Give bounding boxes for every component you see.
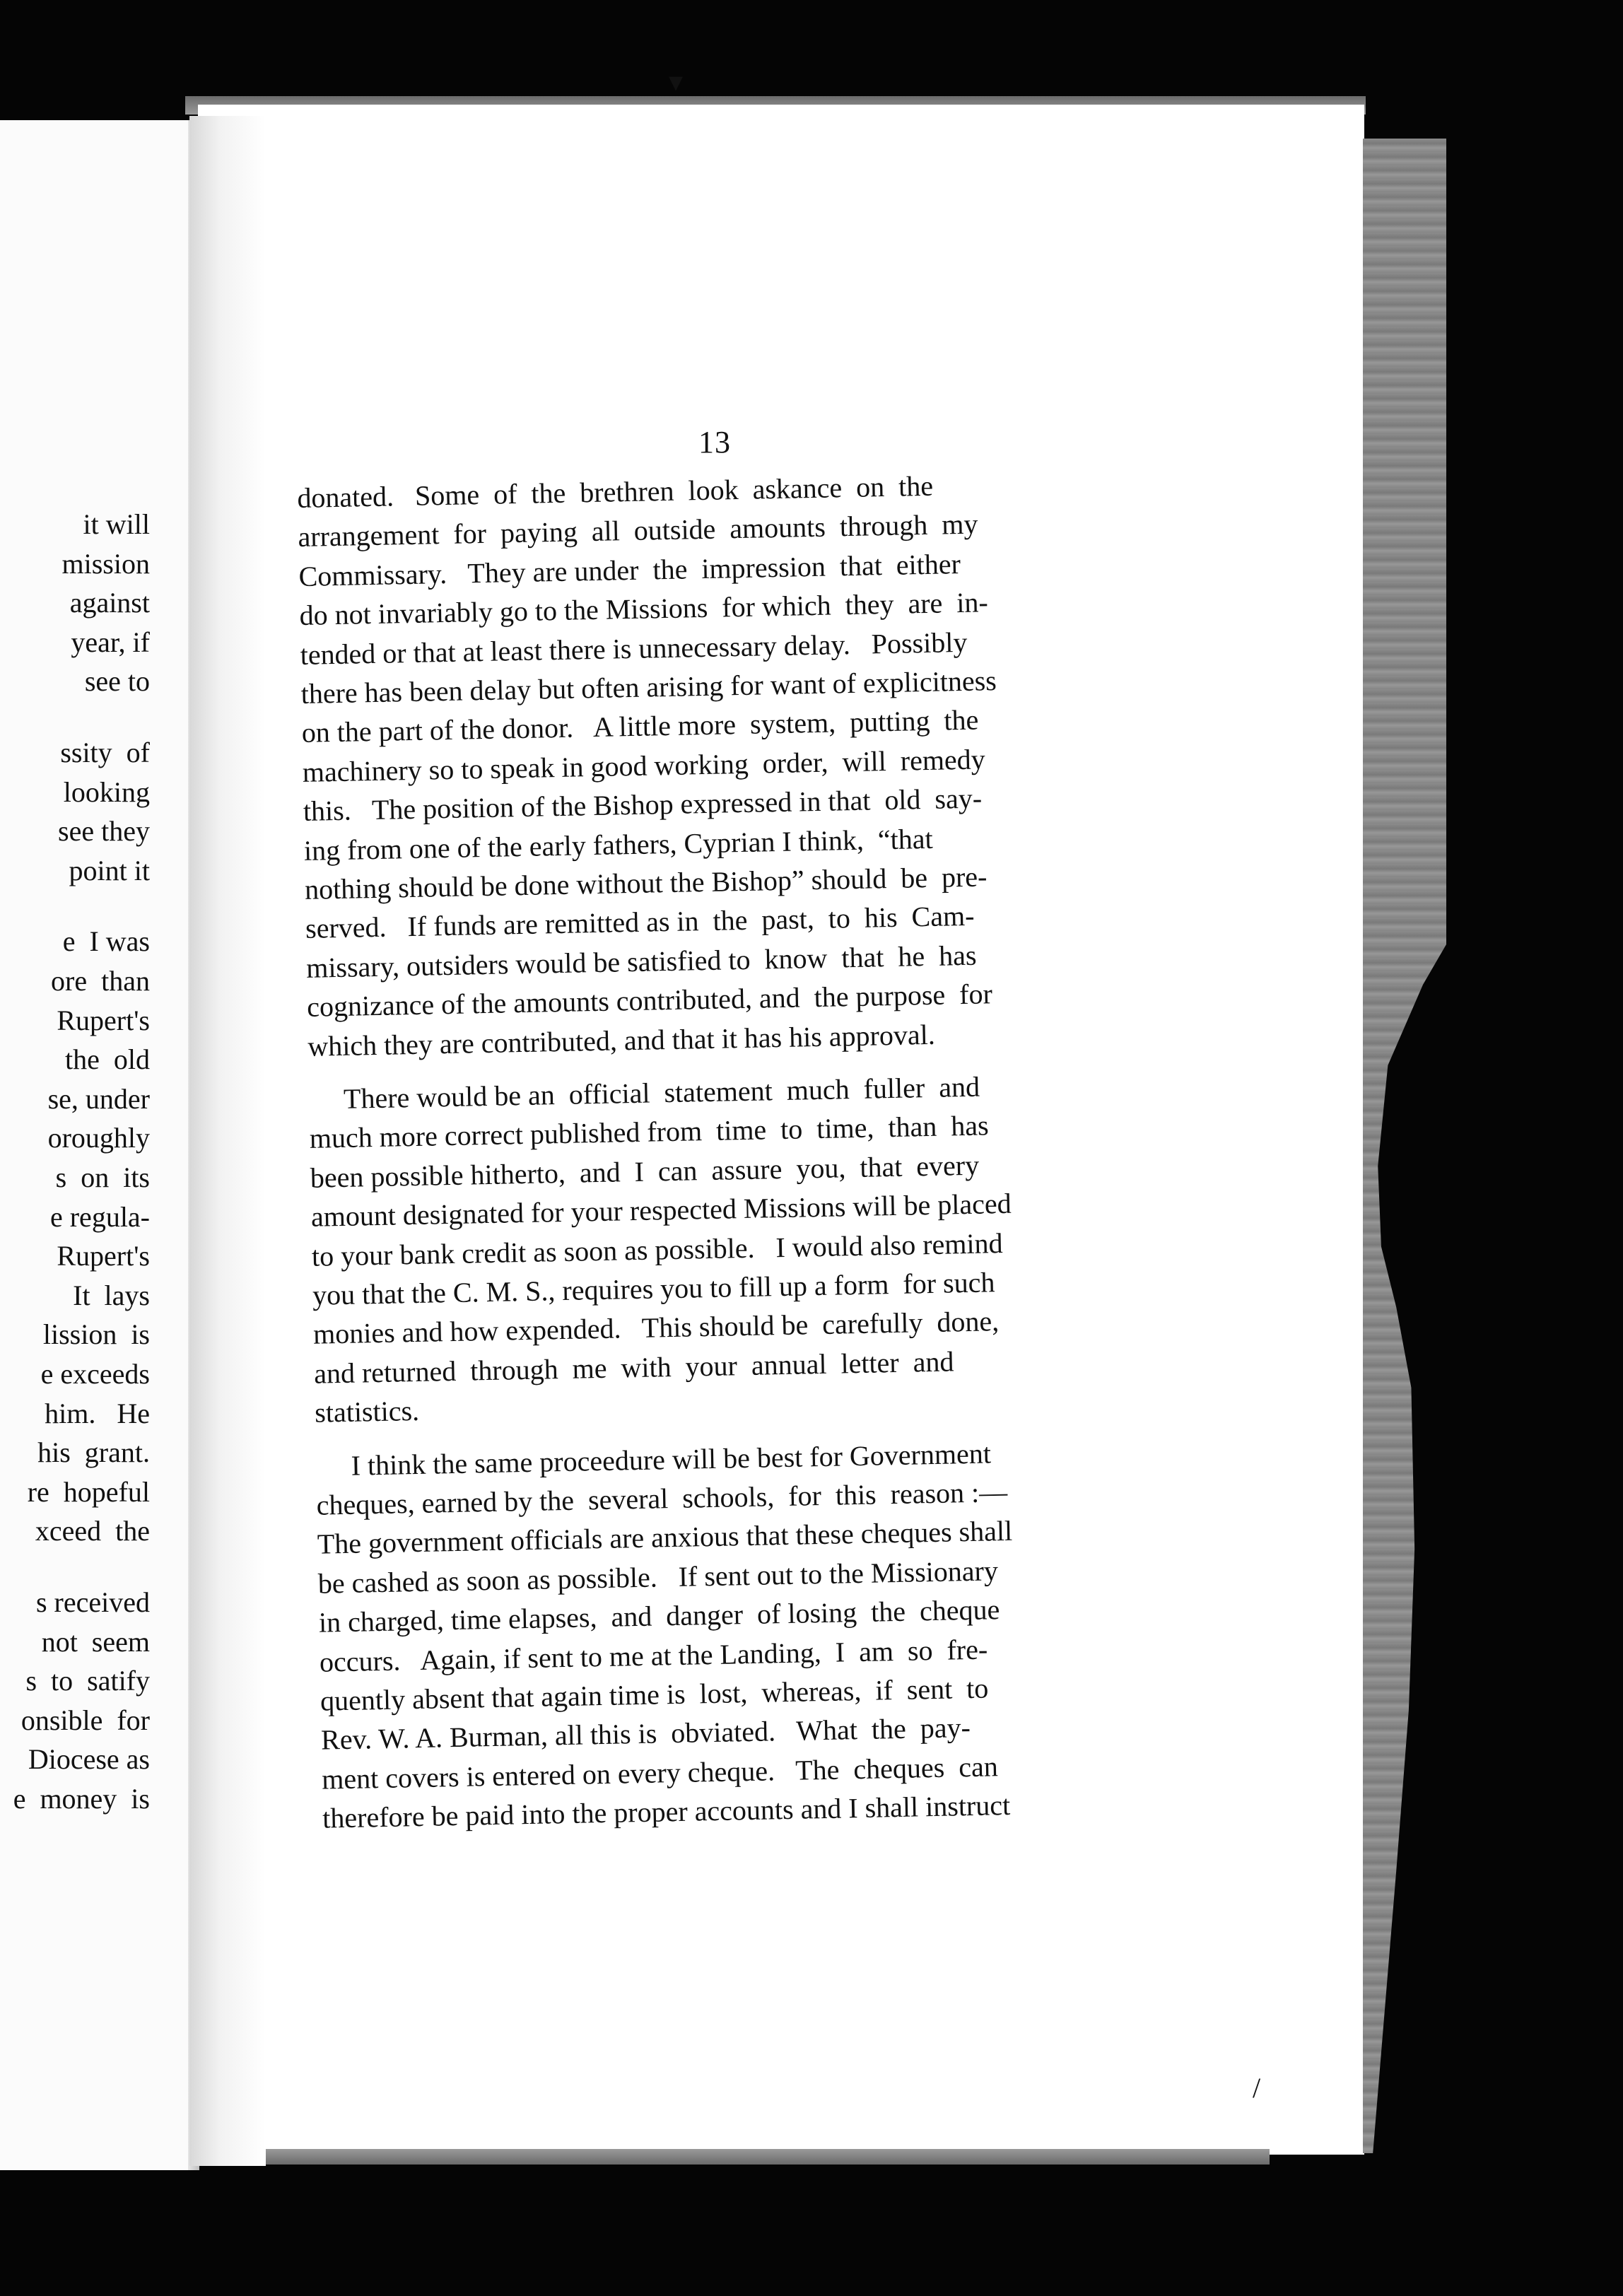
ink-speck: ▾ [669, 66, 684, 98]
previous-page-line: him. He [45, 1397, 150, 1429]
previous-page-line: Rupert's [57, 1004, 150, 1036]
text-line: you that the C. M. S., requires you to fill up a form for such [312, 1266, 995, 1311]
text-line: missary, outsiders would be satisfied to know that he has [305, 939, 977, 984]
text-line: cheques, earned by the several schools, for this reason :— [316, 1475, 1008, 1521]
text-line: tended or that at least there is unnecessary delay. Possibly [300, 626, 968, 671]
text-line: The government officials are anxious that these cheques shall [317, 1515, 1013, 1561]
book-bottom-edge [266, 2149, 1270, 2165]
text-line: do not invariably go to the Missions for which they are in- [299, 586, 989, 632]
previous-page-line: against [69, 587, 150, 619]
previous-page-line: his grant. [37, 1436, 150, 1469]
previous-page-line: the old [65, 1043, 150, 1076]
book-right-edge [1363, 139, 1446, 2153]
text-line: been possible hitherto, and I can assure you, that every [310, 1149, 980, 1194]
previous-page-line: see they [58, 815, 150, 848]
text-line: and returned through me with your annual letter and [313, 1345, 954, 1390]
previous-page-line: see to [84, 665, 150, 698]
previous-page-line: s received [35, 1586, 150, 1618]
previous-page-line: s on its [55, 1161, 150, 1193]
previous-page-line: lission is [42, 1318, 150, 1351]
previous-page-line: ore than [51, 965, 150, 997]
text-line: I think the same proceedure will be best for Government [315, 1437, 992, 1482]
previous-page-line: year, if [71, 626, 150, 658]
page-gutter [189, 116, 266, 2166]
previous-page [0, 120, 199, 2170]
text-line: be cashed as soon as possible. If sent out to the Missionary [317, 1554, 999, 1600]
text-line: There would be an official statement much fuller and [308, 1070, 980, 1115]
previous-page-line: e exceeds [40, 1358, 150, 1390]
text-line: arrangement for paying all outside amounts through my [298, 508, 978, 554]
text-line: machinery so to speak in good working order, will remedy [302, 743, 986, 788]
text-line: there has been delay but often arising for want of explicitness [300, 664, 997, 710]
text-line: therefore be paid into the proper accounts and I shall instruct [322, 1789, 1011, 1834]
previous-page-line: mission [61, 547, 150, 580]
previous-page-line: e regula- [49, 1200, 150, 1233]
previous-page-line: it will [83, 508, 150, 540]
text-line: which they are contributed, and that it has his approval. [307, 1018, 936, 1062]
text-line: nothing should be done without the Bishop” should be pre- [304, 860, 988, 906]
text-line: to your bank credit as soon as possible. I would also remind [311, 1226, 1003, 1272]
text-line: Commissary. They are under the impression that either [298, 547, 961, 592]
previous-page-line: looking [63, 775, 150, 808]
page-number: 13 [698, 425, 731, 459]
ink-speck: / [1253, 2072, 1261, 2104]
previous-page-line: onsible for [20, 1704, 150, 1736]
previous-page-line: e money is [13, 1783, 150, 1815]
text-line: cognizance of the amounts contributed, and the purpose for [306, 978, 993, 1024]
previous-page-line: It lays [73, 1279, 150, 1311]
previous-page-line: Diocese as [28, 1743, 150, 1776]
previous-page-line: not seem [41, 1625, 150, 1658]
text-line: monies and how expended. This should be carefully done, [312, 1305, 1000, 1351]
previous-page-line: e I was [62, 925, 150, 958]
previous-page-line: xceed the [35, 1515, 150, 1547]
text-line: this. The position of the Bishop expressed in that old say- [303, 782, 983, 828]
text-line: amount designated for your respected Missions will be placed [310, 1187, 1012, 1233]
text-line: occurs. Again, if sent to me at the Landing, I am so fre- [319, 1633, 988, 1678]
text-line: served. If funds are remitted as in the past, to his Cam- [305, 900, 975, 945]
previous-page-line: point it [69, 854, 150, 886]
text-line: on the part of the donor. A little more system, putting the [301, 703, 979, 749]
text-line: ing from one of the early fathers, Cyprian I think, “that [303, 822, 934, 867]
text-line: Rev. W. A. Burman, all this is obviated. What the pay- [320, 1711, 971, 1757]
previous-page-line: s to satify [25, 1665, 150, 1697]
text-line: in charged, time elapses, and danger of losing the cheque [318, 1593, 1000, 1639]
previous-page-line: se, under [47, 1082, 150, 1115]
previous-page-line: oroughly [47, 1122, 150, 1154]
text-line: donated. Some of the brethren look askance on the [297, 469, 934, 514]
text-line: statistics. [314, 1395, 420, 1429]
previous-page-line: Rupert's [57, 1240, 150, 1272]
text-line: much more correct published from time to time, than has [309, 1109, 989, 1155]
previous-page-line: re hopeful [27, 1475, 150, 1508]
text-line: quently absent that again time is lost, whereas, if sent to [320, 1672, 989, 1717]
previous-page-line: ssity of [60, 737, 150, 768]
text-line: ment covers is entered on every cheque. The cheques can [321, 1750, 999, 1796]
